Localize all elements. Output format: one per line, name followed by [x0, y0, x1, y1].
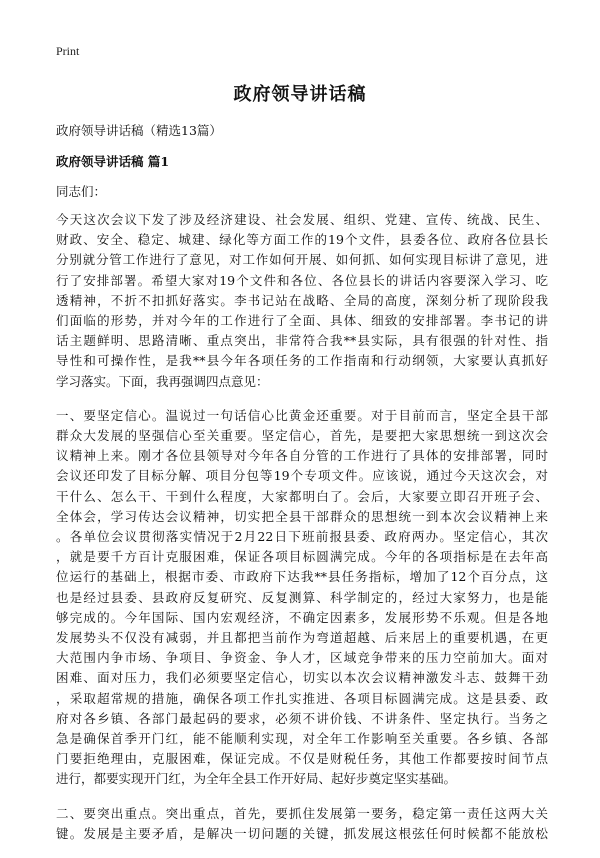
text-line: 全体会，学习传达会议精神，切实把全县干部群众的思想统一到本次会议精神上来 — [56, 508, 548, 524]
text-line: 。各单位会议贯彻落实情况于2月22日下班前报县委、政府两办。坚定信心，其次 — [56, 529, 548, 545]
page-title: 政府领导讲话稿 — [233, 84, 367, 105]
text-line: 财政、安全、稳定、城建、绿化等方面工作的19个文件，县委各位、政府各位县长 — [56, 232, 548, 248]
text-line: 府对各乡镇、各部门最起码的要求，必须不讲价钱、不讲条件、坚定执行。当务之 — [56, 710, 548, 726]
text-line: 大范围内争市场、争项目、争资金、争人才，区域竞争带来的压力空前加大。面对 — [56, 650, 548, 666]
text-line: 导性和可操作性，是我**县今年各项任务的工作指南和行动纲领，大家要认真抓好 — [56, 353, 548, 369]
text-line: 分别就分管工作进行了意见，对工作如何开展、如何抓、如何实现目标讲了意见，进 — [56, 252, 548, 268]
text-line: 键。发展是主要矛盾，是解决一切问题的关键，抓发展这根弦任何时候都不能放松 — [56, 825, 548, 841]
text-line: 话主题鲜明、思路清晰、重点突出，非常符合我**县实际，具有很强的针对性、指 — [56, 333, 548, 349]
text-line: 够完成的。今年国际、国内宏观经济，不确定因素多，发展形势不乐观。但是各地 — [56, 609, 548, 625]
document-subtitle: 政府领导讲话稿（精选13篇） — [56, 123, 222, 138]
text-line: 门要拒绝理由，克服困难，保证完成。不仅是财税任务，其他工作都要按时间节点 — [56, 751, 548, 767]
section-heading: 政府领导讲话稿 篇1 — [56, 154, 170, 169]
text-line: 会议还印发了目标分解、项目分包等19个专项文件。应该说，通过今天这次会，对 — [56, 468, 548, 484]
text-line: ，采取超常规的措施，确保各项工作扎实推进、各项目标圆满完成。这是县委、政 — [56, 690, 548, 706]
text-line: 学习落实。下面，我再强调四点意见： — [56, 373, 269, 389]
paragraph-intro — [56, 210, 548, 392]
text-line: 进行，都要实现开门红，为全年全县工作开好局、起好步奠定坚实基础。 — [56, 771, 457, 787]
text-line: 们面临的形势，并对今年的工作进行了全面、具体、细致的安排部署。李书记的讲 — [56, 313, 548, 329]
paragraph-point-one — [56, 406, 548, 790]
text-line: 二、要突出重点。突出重点，首先，要抓住发展第一要务，稳定第一责任这两大关 — [56, 805, 548, 821]
paragraph-point-two — [56, 804, 548, 844]
print-link[interactable]: Print — [56, 44, 80, 58]
greeting: 同志们： — [56, 184, 107, 199]
text-line: 议精神上来。刚才各位县领导对今年各自分管的工作进行了具体的安排部署，同时 — [56, 448, 548, 464]
document-body — [56, 210, 548, 858]
text-line: 行了安排部署。希望大家对19个文件和各位、各位县长的讲话内容要深入学习、吃 — [56, 272, 548, 288]
text-line: 位运行的基础上，根据市委、市政府下达我**县任务指标，增加了12个百分点，这 — [56, 569, 548, 585]
text-line: 干什么、怎么干、干到什么程度，大家都明白了。会后，大家要立即召开班子会、 — [56, 488, 548, 504]
text-line: 群众大发展的坚强信心至关重要。坚定信心，首先，是要把大家思想统一到这次会 — [56, 428, 548, 444]
text-line: 一、要坚定信心。温说过一句话信心比黄金还重要。对于目前而言，坚定全县干部 — [56, 407, 548, 423]
text-line: 透精神，不折不扣抓好落实。李书记站在战略、全局的高度，深刻分析了现阶段我 — [56, 292, 548, 308]
text-line: 也是经过县委、县政府反复研究、反复测算、科学制定的，经过大家努力，也是能 — [56, 589, 548, 605]
text-line: ，就是要千方百计克服困难，保证各项目标圆满完成。今年的各项指标是在去年高 — [56, 549, 548, 565]
text-line: 今天这次会议下发了涉及经济建设、社会发展、组织、党建、宣传、统战、民生、 — [56, 212, 548, 227]
text-line: 发展势头不仅没有减弱，并且都把当前作为弯道超越、后来居上的重要机遇，在更 — [56, 630, 548, 646]
text-line: 急是确保首季开门红，能不能顺利实现，对全年工作影响至关重要。各乡镇、各部 — [56, 731, 548, 747]
text-line: 困难、面对压力，我们必须要坚定信心，切实以本次会议精神激发斗志、鼓舞干劲 — [56, 670, 548, 686]
